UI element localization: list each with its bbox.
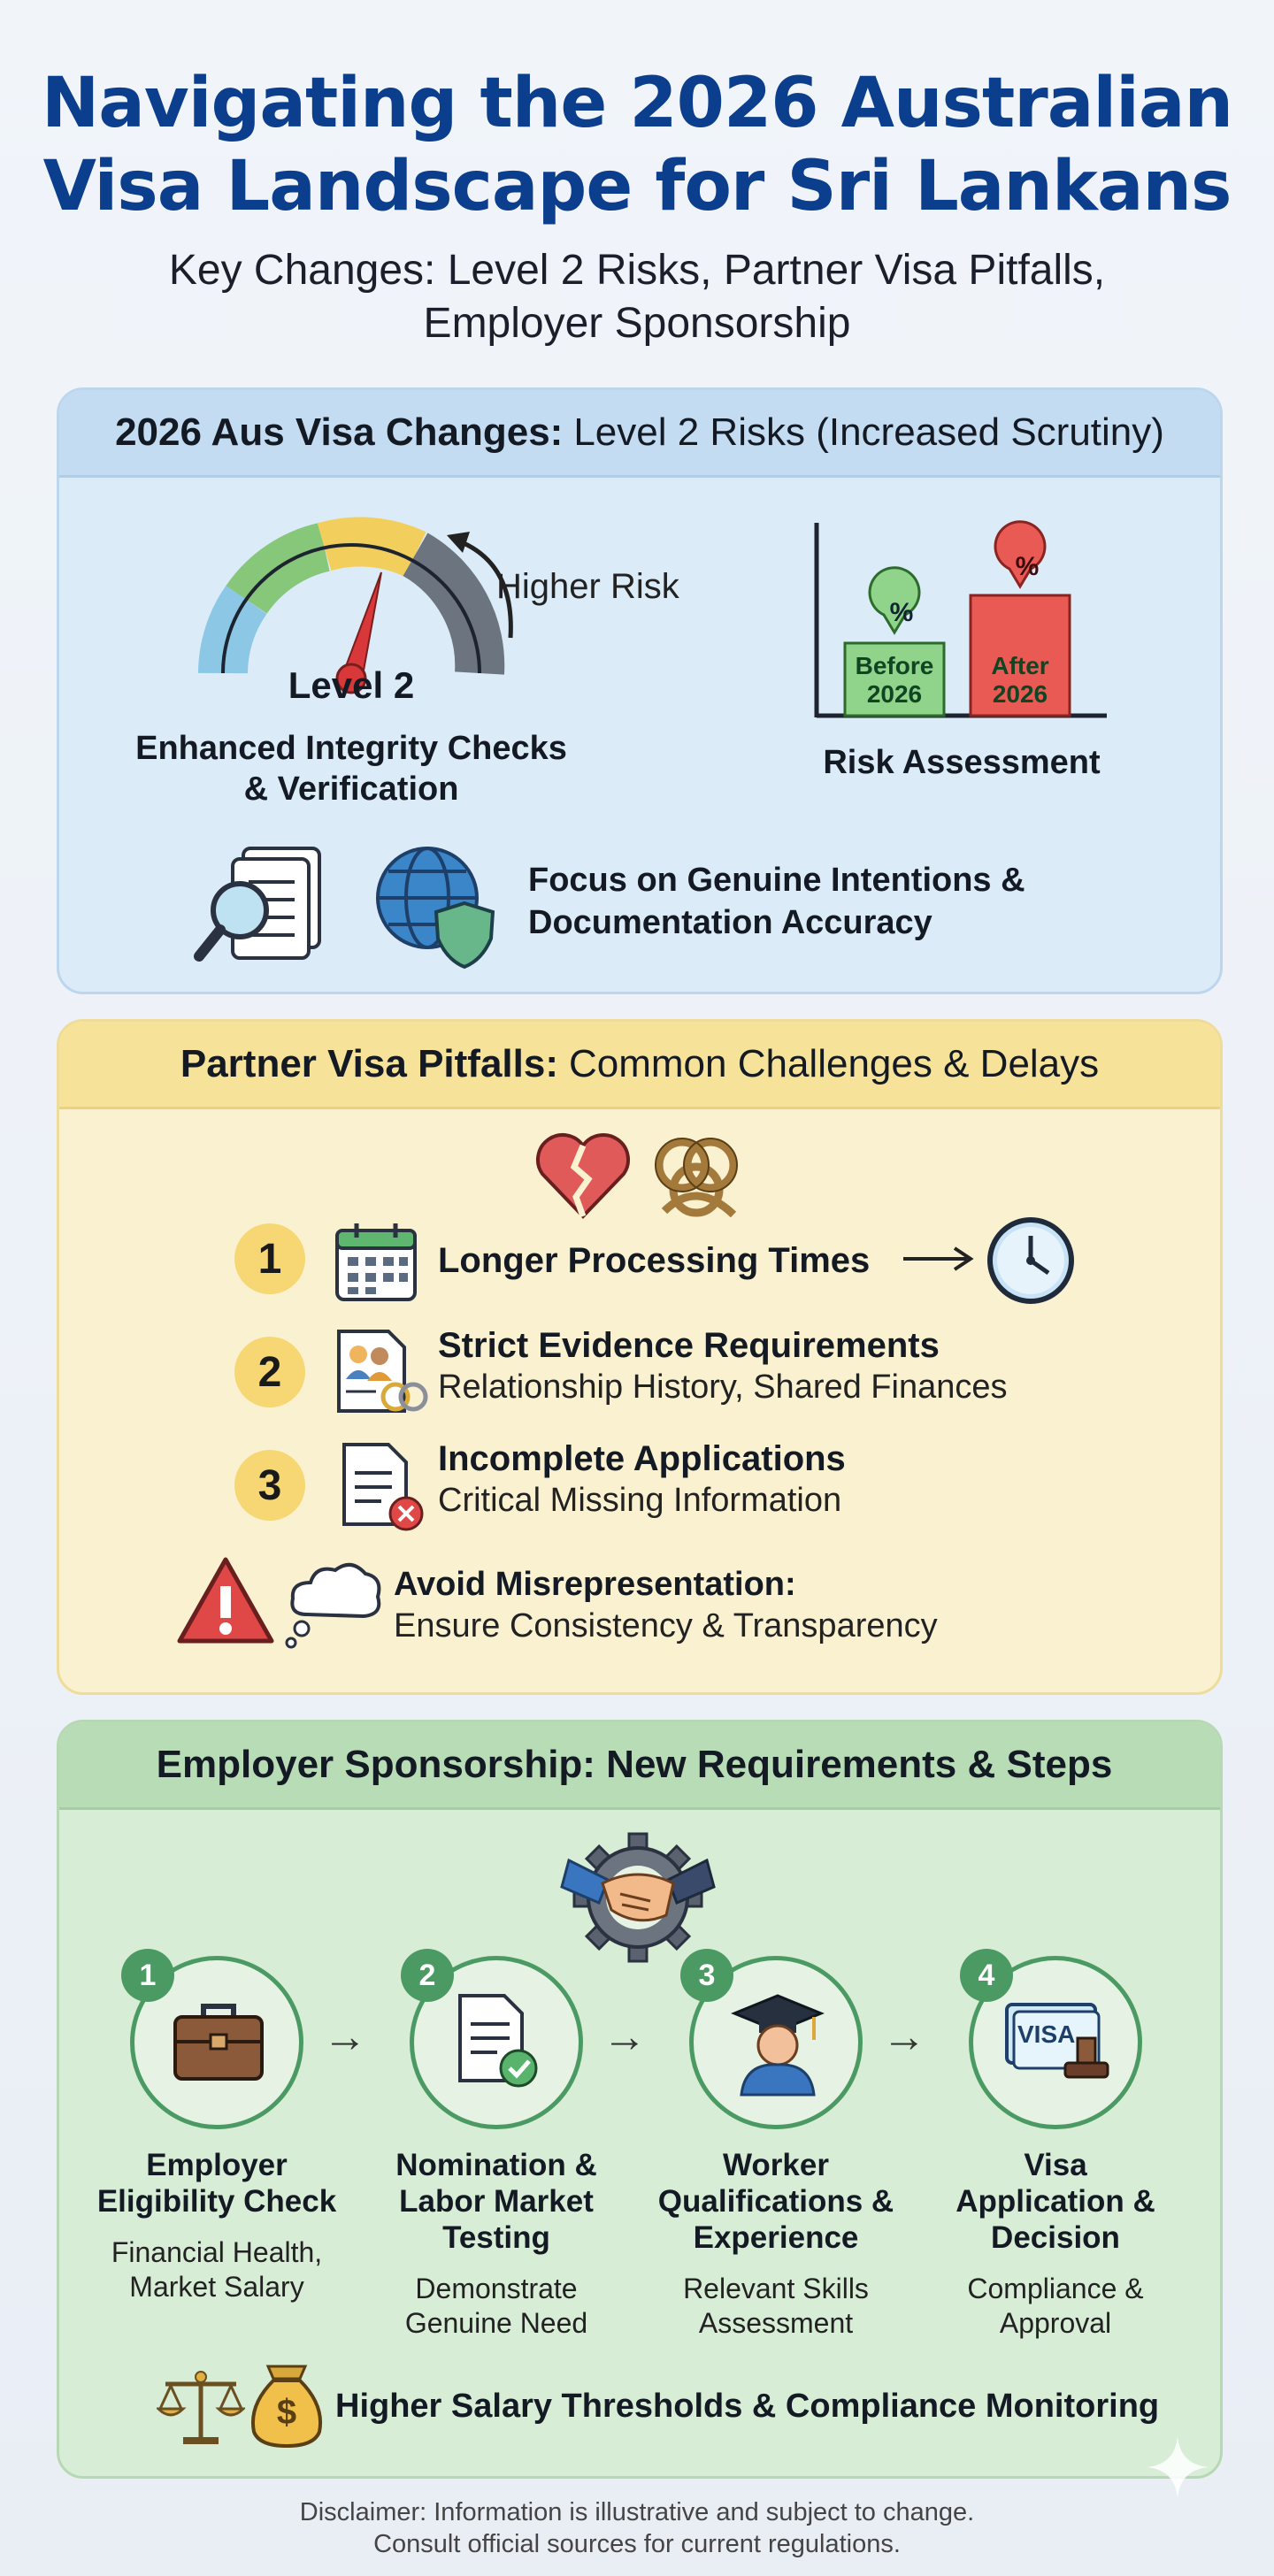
money-symbol: $ xyxy=(276,2393,297,2432)
step-2-text xyxy=(364,2147,629,2341)
gauge-level-label: Level 2 xyxy=(288,664,415,706)
globe-shield-icon xyxy=(369,840,502,972)
item-title-3: Incomplete Applications xyxy=(438,1439,846,1478)
sparkle-icon xyxy=(1147,2436,1209,2498)
warning-subtitle: Ensure Consistency & Transparency xyxy=(394,1607,938,1644)
visa-changes-heading: 2026 Aus Visa Changes: Level 2 Risks (Increased Scrutiny) xyxy=(59,390,1220,478)
step-2-subtitle: Demonstrate Genuine Need xyxy=(404,2273,588,2339)
warning-text xyxy=(394,1563,1190,1646)
risk-assessment-label: Risk Assessment xyxy=(823,744,1101,781)
step-arrow-1: → xyxy=(323,2012,367,2061)
warning-icon xyxy=(174,1554,277,1646)
tangled-rope-icon xyxy=(643,1126,749,1229)
clock-icon xyxy=(985,1215,1077,1307)
magnifier-document-icon xyxy=(192,841,334,974)
item-2-text xyxy=(438,1324,1199,1407)
item-title-1: Longer Processing Times xyxy=(438,1241,871,1280)
item-subtitle-3: Critical Missing Information xyxy=(438,1482,842,1519)
header xyxy=(0,0,1274,350)
step-arrow-3: → xyxy=(882,2012,926,2061)
disclaimer: Disclaimer: Information is illustrative and subject to change. Consult official sources for current regulations. xyxy=(299,2498,975,2558)
page-subtitle: Key Changes: Level 2 Risks, Partner Visa Pitfalls, Employer Sponsorship xyxy=(168,247,1106,347)
document-error-icon xyxy=(339,1441,427,1533)
step-4-title: Visa Application & Decision xyxy=(956,2148,1155,2255)
visa-card-text: VISA xyxy=(1017,2020,1076,2048)
page-title: Navigating the 2026 Australian Visa Landscape for Sri Lankans xyxy=(42,64,1232,226)
item-number-3: 3 xyxy=(234,1450,305,1521)
integrity-checks-label: Enhanced Integrity Checks & Verification xyxy=(135,730,567,808)
focus-text: Focus on Genuine Intentions & Documentation Accuracy xyxy=(528,862,1025,941)
step-badge-4: 4 xyxy=(960,1949,1013,2002)
step-arrow-2: → xyxy=(602,2012,647,2061)
before-pin-symbol: % xyxy=(889,598,914,627)
right-arrow-icon xyxy=(900,1241,979,1276)
item-subtitle-2: Relationship History, Shared Finances xyxy=(438,1368,1008,1406)
salary-threshold-text: Higher Salary Thresholds & Compliance Monitoring xyxy=(335,2388,1160,2425)
thought-cloud-icon xyxy=(280,1552,387,1650)
step-4-text xyxy=(923,2147,1188,2341)
step-3-title: Worker Qualifications & Experience xyxy=(657,2148,894,2255)
item-3-text xyxy=(438,1438,1199,1521)
partner-visa-heading: Partner Visa Pitfalls: Common Challenges & Delays xyxy=(59,1022,1220,1109)
step-4-subtitle: Compliance & Approval xyxy=(967,2273,1144,2339)
broken-heart-icon xyxy=(530,1128,636,1225)
higher-risk-label: Higher Risk xyxy=(496,567,679,606)
step-1-title: Employer Eligibility Check xyxy=(96,2148,337,2219)
step-badge-1: 1 xyxy=(121,1949,174,2002)
handshake-gear-icon xyxy=(558,1821,718,1963)
document-check-icon xyxy=(453,1992,541,2089)
step-3-text xyxy=(643,2147,909,2341)
step-1-subtitle: Financial Health, Market Salary xyxy=(111,2236,323,2303)
after-pin-symbol: % xyxy=(1015,552,1040,581)
step-2-title: Nomination & Labor Market Testing xyxy=(395,2148,597,2255)
step-1-text xyxy=(84,2147,349,2304)
before-2026-label: Before 2026 xyxy=(855,652,934,708)
balance-scale-icon xyxy=(157,2368,245,2448)
step-badge-3: 3 xyxy=(680,1949,733,2002)
visa-changes-section xyxy=(57,387,1223,994)
calendar-icon xyxy=(334,1222,418,1303)
item-number-1: 1 xyxy=(234,1223,305,1294)
after-2026-label: After 2026 xyxy=(991,652,1049,708)
briefcase-icon xyxy=(170,1999,267,2086)
step-badge-2: 2 xyxy=(401,1949,454,2002)
item-title-2: Strict Evidence Requirements xyxy=(438,1326,940,1365)
step-3-subtitle: Relevant Skills Assessment xyxy=(683,2273,869,2339)
graduate-icon xyxy=(729,1990,826,2097)
item-number-2: 2 xyxy=(234,1337,305,1407)
warning-title: Avoid Misrepresentation: xyxy=(394,1566,796,1603)
employer-sponsorship-section xyxy=(57,1720,1223,2479)
partner-visa-section xyxy=(57,1019,1223,1695)
employer-sponsorship-heading: Employer Sponsorship: New Requirements & Steps xyxy=(59,1722,1220,1810)
couple-document-icon xyxy=(334,1328,431,1416)
